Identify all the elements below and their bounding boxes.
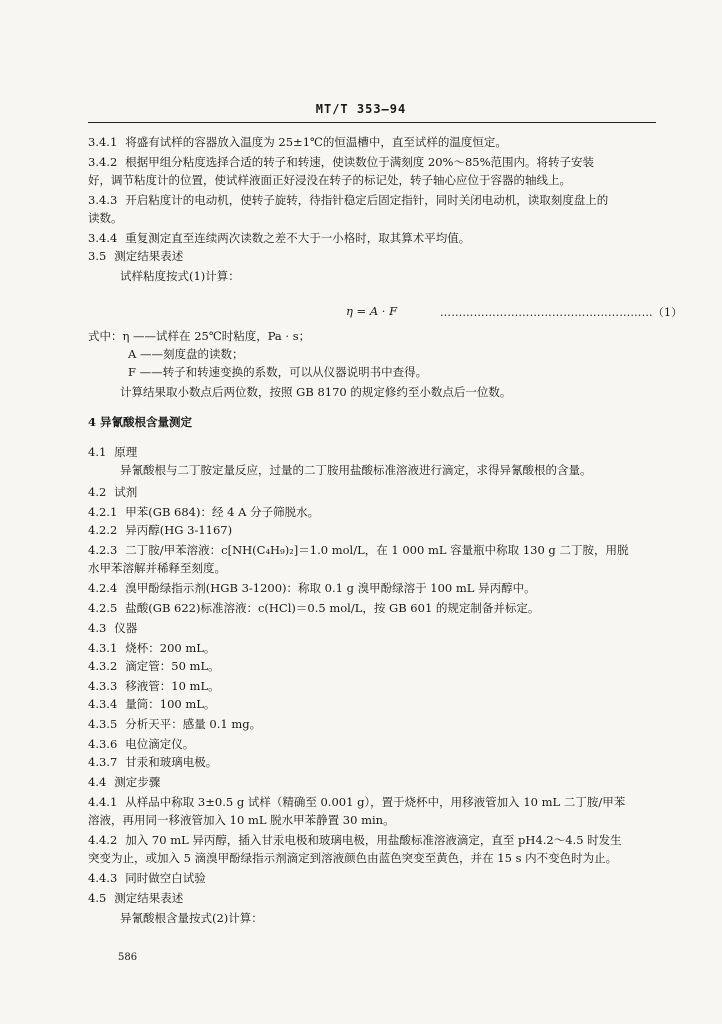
clause-4-2-5: 4.2.5 盐酸(GB 622)标准溶液：c(HCl)＝0.5 mol/L，按 GB 601 的规定制备并标定。	[88, 601, 540, 615]
clause-4-1-text: 异氰酸根与二丁胺定量反应，过量的二丁胺用盐酸标准溶液进行滴定，求得异氰酸根的含量。	[120, 463, 592, 477]
clause-4-2-3: 4.2.3 二丁胺/甲苯溶液：c[NH(C₄H₉)₂]＝1.0 mol/L，在 1 000 mL 容量瓶中称取 130 g 二丁胺，用脱	[88, 543, 629, 557]
def-eta: 式中：η ——试样在 25℃时粘度，Pa · s；	[88, 329, 311, 343]
clause-4-5-intro: 异氰酸根含量按式(2)计算：	[120, 911, 263, 925]
clause-3-4-2-cont: 好，调节粘度计的位置，使试样液面正好浸没在转子的标记处，转子轴心应位于容器的轴线上。	[88, 173, 571, 187]
clause-3-5-intro: 试样粘度按式(1)计算：	[120, 269, 240, 283]
section-4-title: 4 异氰酸根含量测定	[88, 415, 193, 429]
clause-4-2-1: 4.2.1 甲苯(GB 684)：经 4 A 分子筛脱水。	[88, 505, 320, 519]
page-number: 586	[118, 952, 138, 963]
clause-4-4-1: 4.4.1 从样品中称取 3±0.5 g 试样（精确至 0.001 g），置于烧杯中，用移液管加入 10 mL 二丁胺/甲苯	[88, 795, 626, 809]
clause-4-3-1: 4.3.1 烧杯：200 mL。	[88, 641, 216, 655]
rounding-note: 计算结果取小数点后两位数，按照 GB 8170 的规定修约至小数点后一位数。	[120, 385, 512, 399]
clause-4-4: 4.4 测定步骤	[88, 775, 161, 789]
clause-4-2: 4.2 试剂	[88, 485, 138, 499]
clause-4-4-2-cont: 突变为止，或加入 5 滴溴甲酚绿指示剂滴定到溶液颜色由蓝色突变至黄色，并在 15 s 内不变色时为止。	[88, 851, 618, 865]
clause-4-2-3-cont: 水甲苯溶解并稀释至刻度。	[88, 561, 226, 575]
def-a: A ——刻度盘的读数；	[128, 347, 244, 361]
clause-4-5: 4.5 测定结果表述	[88, 891, 184, 905]
equation-1: η = A · F	[346, 304, 398, 318]
clause-4-3-6: 4.3.6 电位滴定仪。	[88, 737, 195, 751]
standard-code-header: MT/T 353—94	[315, 102, 407, 116]
clause-3-4-4: 3.4.4 重复测定直至连续两次读数之差不大于一小格时，取其算术平均值。	[88, 231, 471, 245]
clause-4-2-4: 4.2.4 溴甲酚绿指示剂(HGB 3-1200)：称取 0.1 g 溴甲酚绿溶于 100 mL 异丙醇中。	[88, 581, 536, 595]
clause-3-4-3-cont: 读数。	[88, 211, 123, 225]
clause-4-3-4: 4.3.4 量筒：100 mL。	[88, 697, 216, 711]
clause-4-3-5: 4.3.5 分析天平：感量 0.1 mg。	[88, 717, 262, 731]
clause-4-2-2: 4.2.2 异丙醇(HG 3-1167)	[88, 523, 233, 537]
clause-3-4-2: 3.4.2 根据甲组分粘度选择合适的转子和转速，使读数位于满刻度 20%～85%范围内。将转子安装	[88, 155, 595, 169]
equation-1-number: …………………………………………………（1）	[440, 306, 683, 319]
header-rule	[88, 122, 656, 123]
clause-3-5: 3.5 测定结果表述	[88, 249, 184, 263]
clause-3-4-1: 3.4.1 将盛有试样的容器放入温度为 25±1℃的恒温槽中，直至试样的温度恒定。	[88, 135, 507, 149]
clause-3-4-3: 3.4.3 开启粘度计的电动机，使转子旋转，待指针稳定后固定指针，同时关闭电动机，读取刻度盘上的	[88, 193, 609, 207]
def-f: F ——转子和转速变换的系数，可以从仪器说明书中查得。	[128, 365, 428, 379]
clause-4-4-2: 4.4.2 加入 70 mL 异丙醇，插入甘汞电极和玻璃电极，用盐酸标准溶液滴定，直至 pH4.2～4.5 时发生	[88, 833, 622, 847]
clause-4-3-7: 4.3.7 甘汞和玻璃电极。	[88, 755, 218, 769]
clause-4-1: 4.1 原理	[88, 445, 138, 459]
clause-4-3-3: 4.3.3 移液管：10 mL。	[88, 679, 220, 693]
clause-4-4-1-cont: 溶液，再用同一移液管加入 10 mL 脱水甲苯静置 30 min。	[88, 813, 395, 827]
clause-4-3-2: 4.3.2 滴定管：50 mL。	[88, 659, 220, 673]
clause-4-4-3: 4.4.3 同时做空白试验	[88, 871, 206, 885]
clause-4-3: 4.3 仪器	[88, 621, 138, 635]
